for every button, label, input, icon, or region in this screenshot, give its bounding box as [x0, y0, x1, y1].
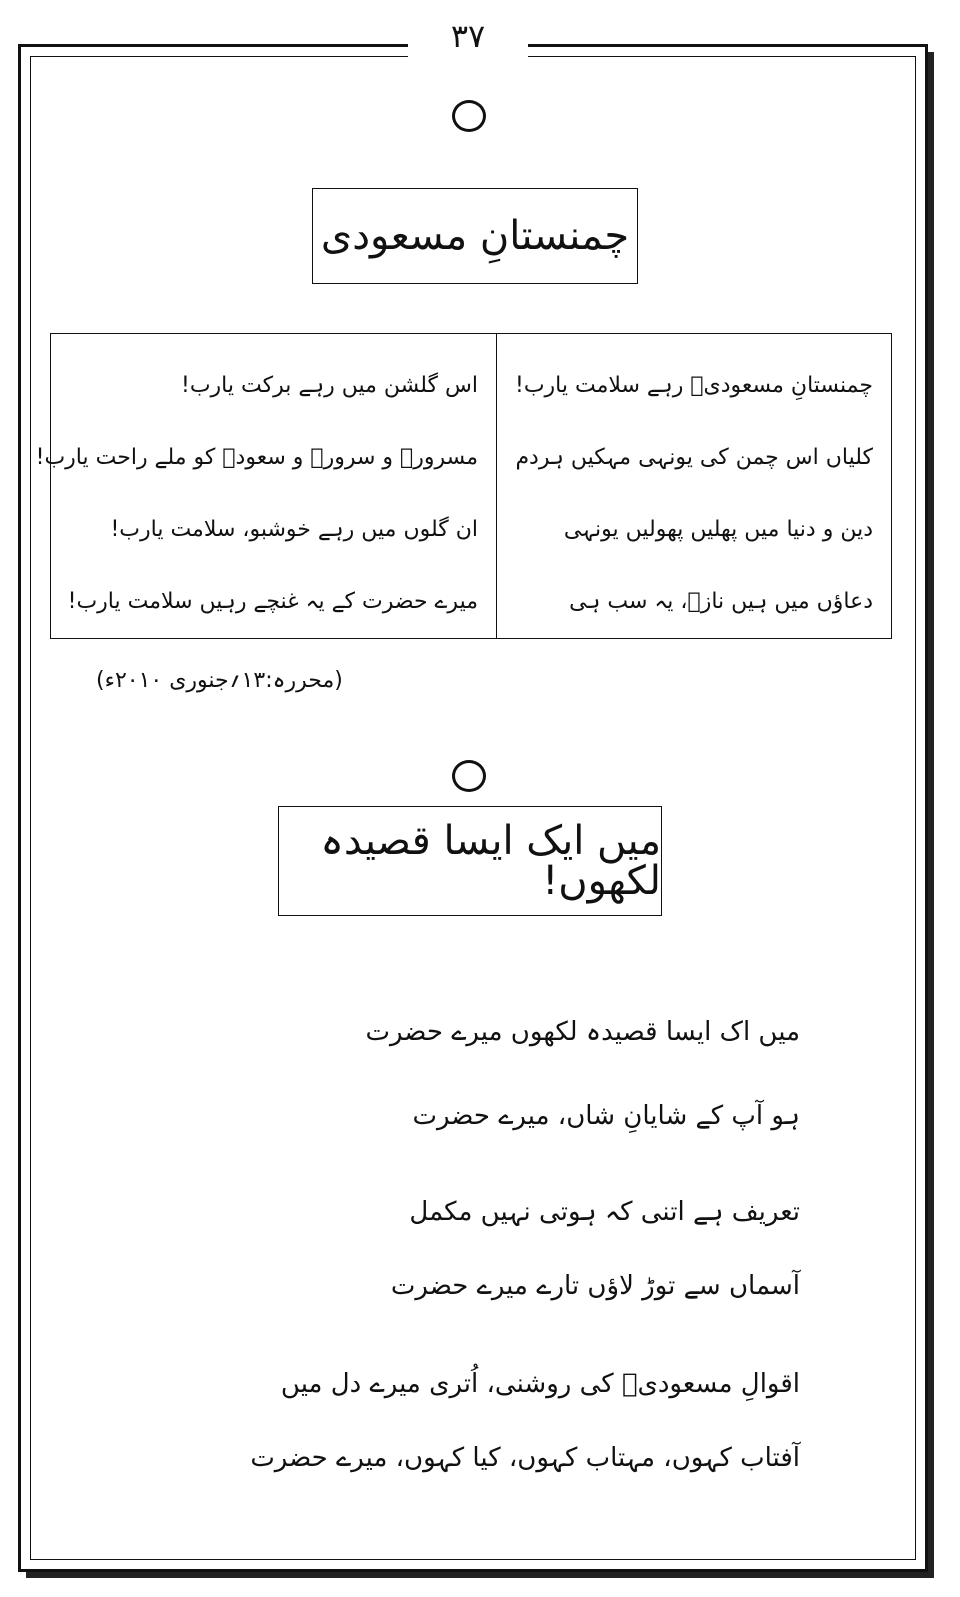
poem1-title-box	[312, 188, 638, 284]
poem1-line-3b: ان گلوں میں رہے خوشبو، سلامت یارب!	[110, 516, 478, 542]
poem2-line-1: میں اک ایسا قصیدہ لکھوں میرے حضرت	[365, 1017, 800, 1047]
poem1-line-1b: اس گلشن میں رہے برکت یارب!	[181, 372, 478, 398]
poem1-line-3a: دین و دنیا میں پھلیں پھولیں یونہی	[563, 516, 873, 542]
poem1-line-2a: کلیاں اس چمن کی یونہی مہکیں ہردم	[515, 444, 873, 470]
poem2-line-5: اقوالِ مسعودیؔ کی روشنی، اُتری میرے دل میں	[280, 1369, 800, 1399]
page-frame-shadow-right	[928, 52, 934, 1578]
poem2-line-3: تعریف ہے اتنی کہ ہوتی نہیں مکمل	[409, 1197, 800, 1227]
poem2-line-6: آفتاب کہوں، مہتاب کہوں، کیا کہوں، میرے حضرت	[250, 1443, 800, 1473]
poem1-second-hemistich-column	[18, 334, 496, 638]
poem2-verses	[200, 1012, 800, 1492]
poem1-first-hemistich-column	[496, 334, 891, 638]
poem1-line-1a: چمنستانِ مسعودیؔ رہے سلامت یارب!	[515, 372, 873, 398]
poem1-line-4a: دعاؤں میں ہیں نازؔ، یہ سب ہی	[569, 588, 873, 614]
poem1-line-2b: مسرورؔ و سرورؔ و سعودؔ کو ملے راحت یارب!	[35, 444, 478, 470]
poem1-date-note: (محررہ:۱۳؍جنوری ۲۰۱۰ء)	[96, 668, 343, 693]
page-frame-shadow-bottom	[26, 1572, 934, 1578]
circle-ornament-icon	[452, 100, 486, 132]
circle-ornament-icon	[452, 760, 486, 792]
poem2-line-2: ہو آپ کے شایانِ شاں، میرے حضرت	[412, 1101, 800, 1131]
poem2-line-4: آسماں سے توڑ لاؤں تارے میرے حضرت	[390, 1271, 800, 1301]
poem2-title: میں ایک ایسا قصیدہ لکھوں!	[320, 818, 661, 904]
page-number: ۳۷	[450, 17, 486, 55]
poem2-title-box	[278, 806, 662, 916]
poem1-title: چمنستانِ مسعودی	[320, 213, 630, 259]
poem1-line-4b: میرے حضرت کے یہ غنچے رہیں سلامت یارب!	[67, 588, 478, 614]
poem1-verse-table	[35, 333, 892, 639]
